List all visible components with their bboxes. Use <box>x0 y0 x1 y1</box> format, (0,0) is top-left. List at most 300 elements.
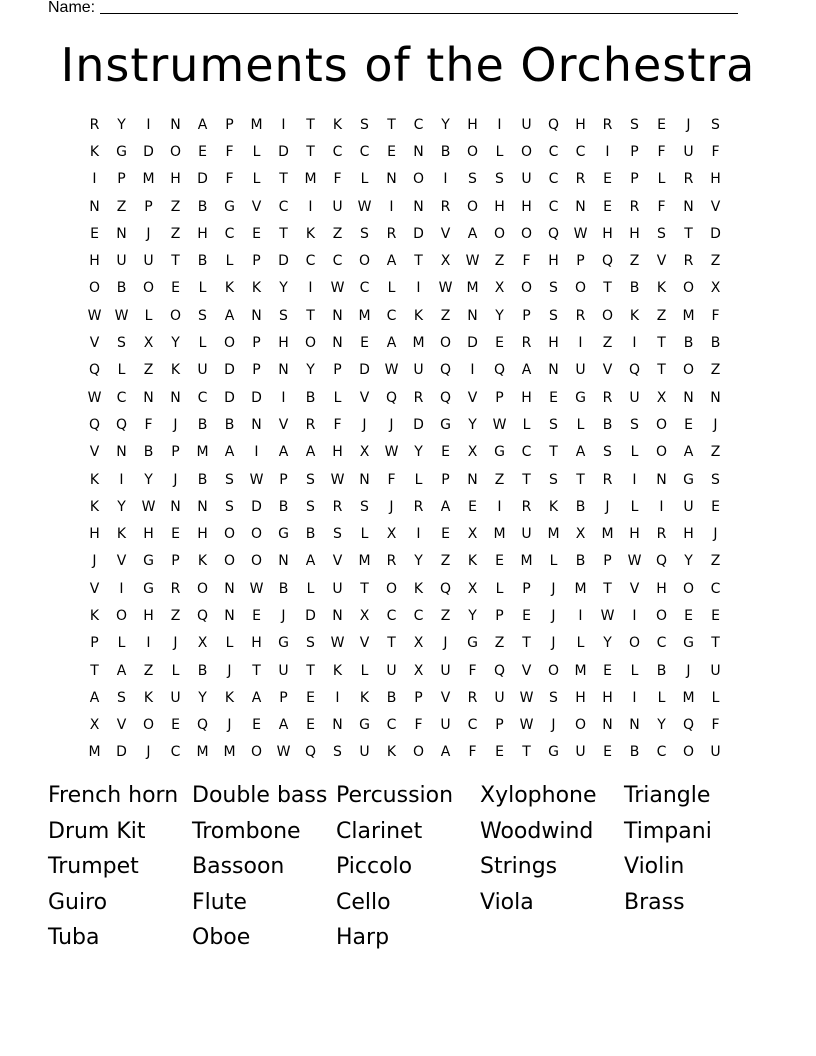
word-bank-item: Strings <box>480 854 558 880</box>
grid-letter: L <box>576 416 585 433</box>
grid-letter: B <box>629 744 640 761</box>
grid-letter: X <box>143 335 154 352</box>
grid-letter: V <box>89 444 100 461</box>
grid-letter: P <box>90 635 99 652</box>
grid-letter: E <box>306 717 315 734</box>
grid-letter: G <box>440 416 451 433</box>
grid-letter: Q <box>682 717 695 734</box>
grid-letter: K <box>332 116 343 133</box>
grid-letter: R <box>575 171 586 188</box>
grid-letter: B <box>197 471 208 488</box>
grid-letter: P <box>576 253 585 270</box>
grid-letter: N <box>170 389 181 406</box>
grid-letter: O <box>223 335 236 352</box>
grid-letter: Y <box>495 307 504 324</box>
grid-letter: L <box>306 580 315 597</box>
grid-letter: H <box>548 253 559 270</box>
grid-letter: Q <box>439 362 452 379</box>
grid-letter: V <box>89 335 100 352</box>
grid-letter: A <box>116 662 127 679</box>
grid-letter: J <box>173 416 178 433</box>
grid-letter: Z <box>116 198 127 215</box>
grid-letter: I <box>119 580 124 597</box>
grid-letter: L <box>360 662 369 679</box>
grid-letter: R <box>656 526 667 543</box>
grid-letter: P <box>252 253 261 270</box>
grid-letter: D <box>359 362 370 379</box>
grid-letter: L <box>657 171 666 188</box>
grid-letter: S <box>603 444 612 461</box>
grid-letter: O <box>115 607 128 624</box>
grid-letter: M <box>547 526 560 543</box>
grid-letter: I <box>578 335 583 352</box>
grid-letter: T <box>279 171 288 188</box>
grid-letter: A <box>224 444 235 461</box>
grid-letter: L <box>630 444 639 461</box>
grid-letter: I <box>146 116 151 133</box>
grid-letter: E <box>171 280 180 297</box>
grid-letter: M <box>196 444 209 461</box>
grid-letter: Z <box>710 444 721 461</box>
grid-letter: Y <box>441 116 450 133</box>
grid-letter: G <box>143 553 154 570</box>
grid-letter: D <box>467 335 478 352</box>
grid-letter: E <box>603 744 612 761</box>
grid-letter: C <box>332 253 343 270</box>
grid-letter: W <box>87 389 102 406</box>
word-bank-item: Trombone <box>192 818 301 844</box>
grid-letter: R <box>413 389 424 406</box>
grid-letter: B <box>116 280 127 297</box>
grid-letter: N <box>170 498 181 515</box>
grid-letter: S <box>711 116 720 133</box>
name-label: Name: <box>48 0 96 16</box>
grid-letter: S <box>225 498 234 515</box>
grid-letter: Y <box>198 689 207 706</box>
grid-letter: K <box>467 553 478 570</box>
grid-letter: Z <box>710 362 721 379</box>
grid-letter: U <box>710 662 721 679</box>
grid-letter: T <box>306 116 315 133</box>
grid-letter: R <box>89 116 100 133</box>
grid-letter: Z <box>332 225 343 242</box>
grid-letter: T <box>360 580 369 597</box>
grid-letter: T <box>171 253 180 270</box>
grid-letter: L <box>117 635 126 652</box>
grid-letter: D <box>710 225 721 242</box>
grid-letter: F <box>657 198 666 215</box>
grid-letter: A <box>305 553 316 570</box>
grid-letter: F <box>144 416 153 433</box>
grid-letter: Y <box>279 280 288 297</box>
grid-letter: A <box>440 498 451 515</box>
grid-letter: H <box>575 689 586 706</box>
grid-letter: D <box>116 744 127 761</box>
grid-letter: L <box>252 171 261 188</box>
grid-letter: T <box>279 225 288 242</box>
grid-letter: E <box>441 444 450 461</box>
grid-letter: N <box>116 225 127 242</box>
grid-letter: V <box>278 416 289 433</box>
grid-letter: N <box>656 471 667 488</box>
grid-letter: T <box>576 471 585 488</box>
grid-letter: O <box>682 580 695 597</box>
grid-letter: E <box>522 607 531 624</box>
grid-letter: M <box>250 116 263 133</box>
grid-letter: K <box>332 662 343 679</box>
word-bank-item: Xylophone <box>480 783 597 809</box>
grid-letter: A <box>278 717 289 734</box>
grid-letter: S <box>549 280 558 297</box>
grid-letter: C <box>467 717 478 734</box>
grid-letter: H <box>548 335 559 352</box>
grid-letter: K <box>224 280 235 297</box>
grid-letter: R <box>305 416 316 433</box>
grid-letter: D <box>413 225 424 242</box>
grid-letter: B <box>656 662 667 679</box>
grid-letter: O <box>385 580 398 597</box>
grid-letter: P <box>522 580 531 597</box>
grid-letter: C <box>656 744 667 761</box>
grid-letter: G <box>683 635 694 652</box>
grid-letter: O <box>223 553 236 570</box>
grid-letter: L <box>522 416 531 433</box>
grid-letter: W <box>519 717 534 734</box>
grid-letter: J <box>173 635 178 652</box>
grid-letter: I <box>443 171 448 188</box>
grid-letter: F <box>225 143 234 160</box>
grid-letter: L <box>360 171 369 188</box>
word-bank-item: French horn <box>48 783 179 809</box>
grid-letter: O <box>655 444 668 461</box>
grid-letter: O <box>304 335 317 352</box>
grid-letter: N <box>386 171 397 188</box>
grid-letter: U <box>710 744 721 761</box>
grid-letter: N <box>332 717 343 734</box>
grid-letter: T <box>522 635 531 652</box>
word-bank-item: Oboe <box>192 925 251 951</box>
grid-letter: P <box>414 689 423 706</box>
grid-letter: O <box>547 662 560 679</box>
grid-letter: L <box>198 335 207 352</box>
grid-letter: V <box>656 253 667 270</box>
grid-letter: E <box>711 607 720 624</box>
grid-letter: J <box>389 416 394 433</box>
grid-letter: I <box>497 498 502 515</box>
grid-letter: W <box>249 580 264 597</box>
grid-letter: X <box>656 389 667 406</box>
grid-letter: F <box>711 307 720 324</box>
grid-letter: L <box>171 662 180 679</box>
grid-letter: B <box>197 662 208 679</box>
grid-letter: I <box>632 335 637 352</box>
grid-letter: R <box>683 253 694 270</box>
grid-letter: N <box>467 471 478 488</box>
grid-letter: V <box>359 389 370 406</box>
grid-letter: N <box>413 143 424 160</box>
grid-letter: M <box>142 171 155 188</box>
grid-letter: J <box>281 607 286 624</box>
grid-letter: H <box>89 253 100 270</box>
grid-letter: J <box>551 635 556 652</box>
grid-letter: W <box>627 553 642 570</box>
grid-letter: D <box>278 143 289 160</box>
grid-letter: K <box>89 498 100 515</box>
grid-letter: B <box>305 526 316 543</box>
grid-letter: K <box>305 225 316 242</box>
grid-letter: G <box>278 635 289 652</box>
grid-letter: N <box>143 389 154 406</box>
grid-letter: H <box>521 198 532 215</box>
grid-letter: C <box>710 580 721 597</box>
grid-letter: N <box>575 198 586 215</box>
grid-letter: U <box>116 253 127 270</box>
grid-letter: F <box>225 171 234 188</box>
grid-letter: H <box>197 225 208 242</box>
grid-letter: P <box>630 171 639 188</box>
word-bank-item: Bassoon <box>192 854 285 880</box>
grid-letter: E <box>603 662 612 679</box>
grid-letter: I <box>308 280 313 297</box>
grid-letter: I <box>146 635 151 652</box>
word-bank-item: Drum Kit <box>48 818 146 844</box>
grid-letter: M <box>493 526 506 543</box>
grid-letter: P <box>144 198 153 215</box>
grid-letter: W <box>114 307 129 324</box>
grid-letter: U <box>278 662 289 679</box>
grid-letter: X <box>467 444 478 461</box>
grid-letter: K <box>116 526 127 543</box>
grid-letter: F <box>468 662 477 679</box>
grid-letter: N <box>224 580 235 597</box>
grid-letter: O <box>412 171 425 188</box>
grid-letter: K <box>413 307 424 324</box>
grid-letter: B <box>278 580 289 597</box>
grid-letter: T <box>306 307 315 324</box>
grid-letter: H <box>332 444 343 461</box>
grid-letter: H <box>89 526 100 543</box>
grid-letter: N <box>467 307 478 324</box>
grid-letter: S <box>117 689 126 706</box>
grid-letter: O <box>655 416 668 433</box>
grid-letter: C <box>575 143 586 160</box>
grid-letter: D <box>224 389 235 406</box>
grid-letter: U <box>332 198 343 215</box>
grid-letter: P <box>225 116 234 133</box>
grid-letter: C <box>656 635 667 652</box>
grid-letter: W <box>330 280 345 297</box>
grid-letter: R <box>683 171 694 188</box>
grid-letter: E <box>90 225 99 242</box>
grid-letter: I <box>605 143 610 160</box>
grid-letter: O <box>250 526 263 543</box>
grid-letter: D <box>143 143 154 160</box>
grid-letter: N <box>251 307 262 324</box>
grid-letter: E <box>468 498 477 515</box>
grid-letter: R <box>629 198 640 215</box>
grid-letter: I <box>281 389 286 406</box>
grid-letter: C <box>386 717 397 734</box>
grid-letter: X <box>494 280 505 297</box>
grid-letter: A <box>197 116 208 133</box>
grid-letter: U <box>386 662 397 679</box>
grid-letter: I <box>119 471 124 488</box>
grid-letter: A <box>683 444 694 461</box>
grid-letter: H <box>656 580 667 597</box>
grid-letter: X <box>575 526 586 543</box>
grid-letter: F <box>333 171 342 188</box>
grid-letter: F <box>333 416 342 433</box>
grid-letter: O <box>493 225 506 242</box>
grid-letter: N <box>332 307 343 324</box>
grid-letter: O <box>169 143 182 160</box>
grid-letter: L <box>711 689 720 706</box>
grid-letter: U <box>440 662 451 679</box>
grid-letter: P <box>441 471 450 488</box>
grid-letter: M <box>682 689 695 706</box>
grid-letter: P <box>279 689 288 706</box>
grid-letter: Q <box>493 362 506 379</box>
grid-letter: U <box>683 498 694 515</box>
grid-letter: U <box>629 389 640 406</box>
grid-letter: M <box>466 280 479 297</box>
grid-letter: H <box>143 526 154 543</box>
grid-letter: O <box>412 744 425 761</box>
grid-letter: K <box>359 689 370 706</box>
grid-letter: V <box>629 580 640 597</box>
grid-letter: O <box>88 280 101 297</box>
grid-letter: C <box>332 143 343 160</box>
grid-letter: M <box>520 553 533 570</box>
grid-letter: V <box>440 225 451 242</box>
grid-letter: V <box>89 580 100 597</box>
grid-letter: L <box>117 362 126 379</box>
grid-letter: W <box>465 253 480 270</box>
word-search-grid <box>81 111 729 766</box>
grid-letter: V <box>116 553 127 570</box>
grid-letter: D <box>305 607 316 624</box>
grid-letter: J <box>146 744 151 761</box>
grid-letter: T <box>306 143 315 160</box>
grid-letter: D <box>251 389 262 406</box>
grid-letter: S <box>495 171 504 188</box>
grid-letter: E <box>684 607 693 624</box>
grid-letter: O <box>682 280 695 297</box>
grid-letter: C <box>359 143 370 160</box>
grid-letter: S <box>360 498 369 515</box>
word-bank-item: Woodwind <box>480 818 594 844</box>
grid-letter: O <box>142 717 155 734</box>
grid-letter: V <box>251 198 262 215</box>
grid-letter: T <box>711 635 720 652</box>
grid-letter: L <box>630 498 639 515</box>
grid-letter: B <box>305 389 316 406</box>
grid-letter: C <box>278 198 289 215</box>
grid-letter: D <box>413 416 424 433</box>
grid-letter: J <box>686 662 691 679</box>
grid-letter: O <box>574 717 587 734</box>
grid-letter: J <box>146 225 151 242</box>
grid-letter: W <box>141 498 156 515</box>
grid-letter: T <box>603 580 612 597</box>
grid-letter: I <box>416 280 421 297</box>
grid-letter: N <box>683 198 694 215</box>
grid-letter: S <box>279 307 288 324</box>
grid-letter: E <box>603 198 612 215</box>
grid-letter: R <box>467 689 478 706</box>
grid-letter: O <box>466 198 479 215</box>
grid-letter: X <box>89 717 100 734</box>
grid-letter: U <box>332 580 343 597</box>
grid-letter: X <box>359 444 370 461</box>
grid-letter: P <box>252 335 261 352</box>
grid-letter: P <box>495 389 504 406</box>
grid-letter: P <box>522 307 531 324</box>
grid-letter: P <box>279 471 288 488</box>
word-bank-item: Cello <box>336 889 391 915</box>
grid-letter: E <box>495 744 504 761</box>
grid-letter: P <box>495 717 504 734</box>
grid-letter: H <box>629 225 640 242</box>
grid-letter: S <box>306 471 315 488</box>
word-bank-item: Viola <box>480 889 534 915</box>
grid-letter: U <box>359 744 370 761</box>
grid-letter: Z <box>440 307 451 324</box>
grid-letter: D <box>224 362 235 379</box>
grid-letter: S <box>306 498 315 515</box>
grid-letter: S <box>549 416 558 433</box>
grid-letter: Z <box>494 471 505 488</box>
grid-letter: I <box>578 607 583 624</box>
grid-letter: T <box>603 280 612 297</box>
grid-letter: Y <box>171 335 180 352</box>
grid-letter: Q <box>385 389 398 406</box>
grid-letter: U <box>683 143 694 160</box>
grid-letter: F <box>468 744 477 761</box>
grid-letter: M <box>412 335 425 352</box>
grid-letter: M <box>358 553 371 570</box>
grid-letter: W <box>519 689 534 706</box>
grid-letter: P <box>252 362 261 379</box>
grid-letter: J <box>173 471 178 488</box>
grid-letter: N <box>629 717 640 734</box>
grid-letter: W <box>384 362 399 379</box>
grid-letter: T <box>90 662 99 679</box>
grid-letter: W <box>600 607 615 624</box>
grid-letter: Z <box>494 635 505 652</box>
grid-letter: U <box>494 689 505 706</box>
grid-letter: K <box>170 362 181 379</box>
grid-letter: V <box>359 635 370 652</box>
grid-letter: A <box>575 444 586 461</box>
grid-letter: B <box>683 335 694 352</box>
grid-letter: Q <box>628 362 641 379</box>
grid-letter: L <box>252 143 261 160</box>
grid-letter: C <box>386 607 397 624</box>
grid-letter: N <box>683 389 694 406</box>
grid-letter: B <box>386 689 397 706</box>
grid-letter: T <box>522 471 531 488</box>
grid-letter: I <box>416 526 421 543</box>
grid-letter: E <box>252 225 261 242</box>
grid-letter: E <box>171 717 180 734</box>
grid-letter: Z <box>170 607 181 624</box>
grid-letter: D <box>197 171 208 188</box>
grid-letter: G <box>575 389 586 406</box>
grid-letter: I <box>254 444 259 461</box>
grid-letter: S <box>306 635 315 652</box>
grid-letter: C <box>413 607 424 624</box>
